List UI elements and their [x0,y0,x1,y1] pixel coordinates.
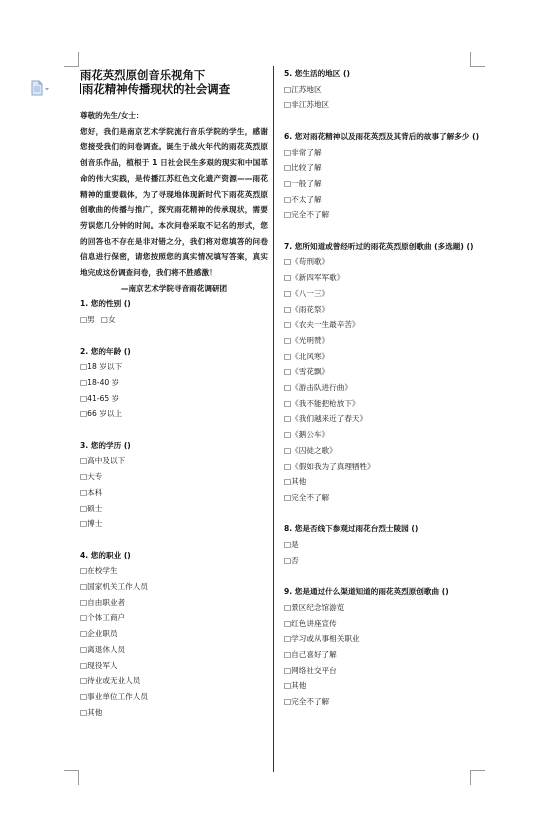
question-6 [284,129,484,223]
option-item[interactable]: □《囚徒之歌》 [284,445,337,455]
question-label: 3. 您的学历 () [80,440,131,450]
option-item[interactable]: □41-65 岁 [80,393,120,403]
option-item[interactable]: □国家机关工作人员 [80,582,148,592]
signature: —南京艺术学院寻音雨花调研团 [120,283,228,293]
question-5 [284,66,484,113]
option-item[interactable]: □其他 [284,681,307,691]
option-item[interactable]: □《假如我为了真理牺牲》 [284,461,375,471]
option-item[interactable]: □《新四军军歌》 [284,273,345,283]
chevron-down-icon [45,88,49,91]
option-item[interactable]: □《农夫一生最辛苦》 [284,320,360,330]
option-item[interactable]: □《我们越来近了春天》 [284,414,368,424]
option-item[interactable]: □否 [284,555,299,565]
option-item[interactable]: □完全不了解 [284,492,330,502]
option-item[interactable]: □18-40 岁 [80,377,120,387]
question-3 [80,438,268,532]
option-item[interactable]: □博士 [80,519,103,529]
crop-mark-bottom-left [64,770,79,785]
option-item[interactable]: □《雪花飘》 [284,367,330,377]
option-item[interactable]: □待业或无业人员 [80,676,141,686]
document-title [80,68,268,96]
column-divider [273,66,274,772]
text-cursor [80,83,81,94]
option-item[interactable]: □不太了解 [284,194,322,204]
question-1 [80,296,268,327]
option-item[interactable]: □景区纪念馆游览 [284,602,345,612]
option-item[interactable]: □现役军人 [80,660,118,670]
greeting: 尊敬的先生/女士： [80,111,144,120]
option-item[interactable]: □离退休人员 [80,644,126,654]
option-list [80,312,268,328]
question-2 [80,344,268,423]
option-item[interactable]: □《八一三》 [284,288,330,298]
crop-mark-bottom-right [470,770,485,785]
option-item[interactable]: □自己喜好了解 [284,649,337,659]
option-item[interactable]: □《雨花祭》 [284,304,330,314]
question-label: 5. 您生活的地区 () [284,69,350,78]
option-item[interactable]: □《游击队进行曲》 [284,383,352,393]
option-item[interactable]: □66 岁以上 [80,409,123,419]
question-8 [284,521,484,568]
option-item[interactable]: □江苏地区 [284,84,322,94]
option-item[interactable]: □事业单位工作人员 [80,691,148,701]
question-label: 7. 您所知道或曾经听过的雨花英烈原创歌曲 (多选题) () [284,241,474,251]
option-item[interactable]: □男 [80,315,95,325]
option-item[interactable]: □网络社交平台 [284,665,337,675]
option-item[interactable]: □《鹅公车》 [284,430,330,440]
question-label: 6. 您对雨花精神以及雨花英烈及其背后的故事了解多少 () [284,131,480,141]
crop-mark-top-right [470,52,485,67]
option-item[interactable]: □本科 [80,487,103,497]
option-item[interactable]: □其他 [80,707,103,717]
intro-paragraph: 您好，我们是南京艺术学院流行音乐学院的学生，感谢您接受我们的问卷调查。诞生于战火年代的雨花英烈原创音乐作品，植根于 1 日社会民生多艰的现实和中国革命的伟大实践，是传播江苏红色文化遗产资源——雨花精神的重要载体，为了寻现地体现新时代下雨花英烈原创歌曲的传播与推广，探究雨花精神的传承现状，需要劳误您几分钟的时间。本次问卷采取不记名的形式，您的回答也不存在是非对错之分，我们将对您填答的问卷信息进行保密，请您按照您的真实情况填写答案，真实地完成这份调查问卷，我们将不胜感激！ [80,126,268,278]
document-menu-button[interactable] [30,80,50,100]
option-item[interactable]: □《我不能把枪放下》 [284,398,360,408]
question-9 [284,584,484,710]
option-item[interactable]: □个体工商户 [80,613,126,623]
title-line-2 [80,82,268,96]
option-item[interactable]: □自由职业者 [80,597,126,607]
question-label: 1. 您的性别 () [80,299,131,309]
question-label: 2. 您的年龄 () [80,346,131,356]
option-item[interactable]: □《苟刑歌》 [284,257,330,267]
option-item[interactable]: □比较了解 [284,163,322,173]
option-item[interactable]: □在校学生 [80,566,118,576]
option-item[interactable]: □《北风寒》 [284,351,330,361]
option-item[interactable]: □非常了解 [284,147,322,157]
option-item[interactable]: □完全不了解 [284,210,330,220]
option-item[interactable]: □《光明赞》 [284,335,330,345]
option-item[interactable]: □是 [284,540,299,550]
question-7 [284,239,484,506]
question-4 [80,548,268,721]
option-item[interactable]: □企业职员 [80,629,118,639]
right-column [284,66,484,710]
option-item[interactable]: □一般了解 [284,178,322,188]
option-item[interactable]: □高中及以下 [80,456,126,466]
document-icon [30,80,50,100]
option-item[interactable]: □大专 [80,472,103,482]
option-item[interactable]: □其他 [284,477,307,487]
option-item[interactable]: □学习或从事相关职业 [284,634,360,644]
question-label: 4. 您的职业 () [80,550,131,560]
question-label: 9. 您是通过什么渠道知道的雨花英烈原创歌曲 () [284,587,449,597]
option-item[interactable]: □非江苏地区 [284,100,330,110]
question-label: 8. 您是否线下参观过雨花台烈士陵园 () [284,524,419,534]
option-item[interactable]: □完全不了解 [284,697,330,707]
option-item[interactable]: □18 岁以下 [80,362,123,372]
option-item[interactable]: □女 [100,315,116,325]
crop-mark-top-left [64,52,79,67]
option-item[interactable]: □硕士 [80,503,103,513]
left-column [80,66,268,720]
title-line-1: 雨花英烈原创音乐视角下 [80,68,206,82]
option-item[interactable]: □红色讲座宣传 [284,618,337,628]
title-line-2-text: 雨花精神传播现状的社会调查 [82,82,231,96]
